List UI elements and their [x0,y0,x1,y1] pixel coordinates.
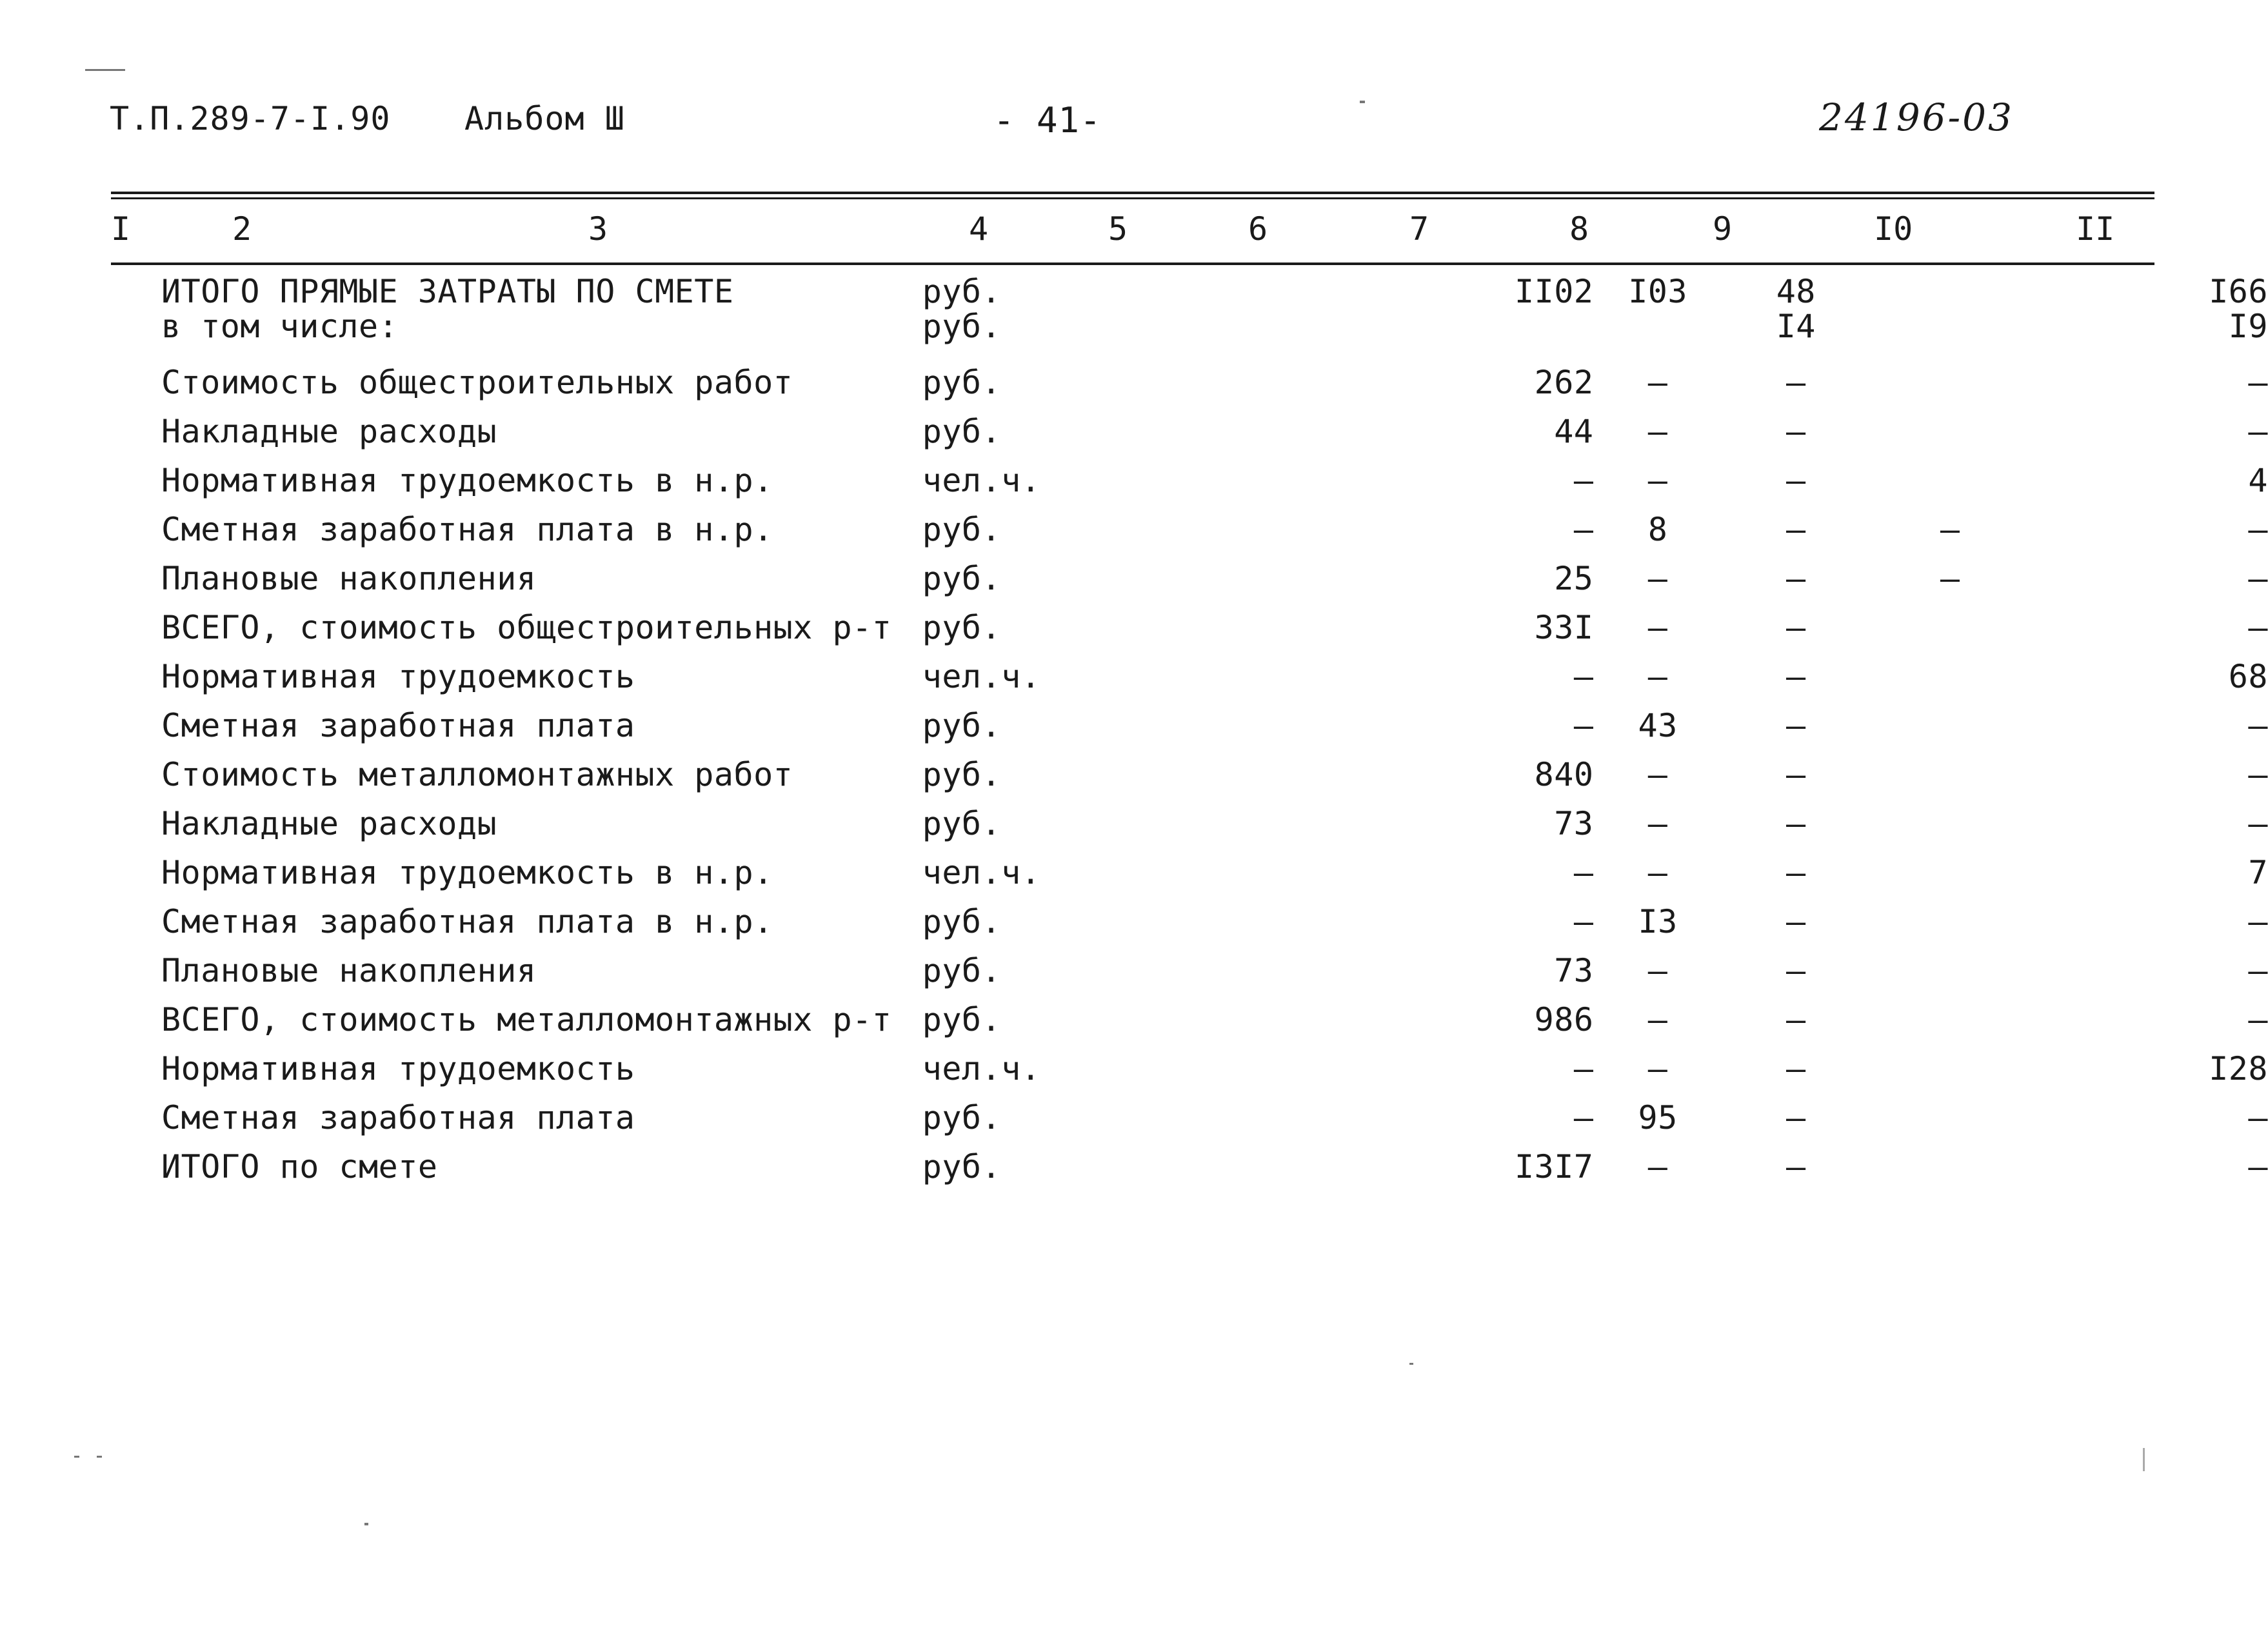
cell-c6 [1263,995,1401,1044]
cell-unit: руб. [922,413,1002,450]
table-row [161,799,2268,848]
cell-c10 [1870,1142,2031,1191]
cell-c10 [1870,1044,2031,1093]
total-direct-label: ИТОГО ПРЯМЫЕ ЗАТРАТЫ ПО СМЕТЕ [161,273,734,310]
cell-c11: – [2248,903,2268,940]
column-number: II [2076,210,2115,248]
cell-c6 [1263,603,1401,652]
cell-unit: руб. [922,1148,1002,1185]
cell-c6 [1263,1142,1401,1191]
column-number: 8 [1569,210,1589,248]
scan-mark [74,1456,79,1458]
cell-c7: 73 [1554,805,1594,842]
table-row [161,946,2268,995]
cell-name: Сметная заработная плата [161,1099,635,1136]
cell-name: Сметная заработная плата [161,707,635,744]
cell-unit: руб. [922,952,1002,989]
cell-unit: руб. [922,756,1002,793]
cell-c7: I3I7 [1515,1148,1594,1185]
cell-name [161,274,922,358]
cell-c5 [1125,897,1263,946]
cell-c7: 73 [1554,952,1594,989]
table-top-rule [111,192,2154,194]
cell-c5 [1125,701,1263,750]
cell-c9: – [1786,903,1806,940]
cell-c7: – [1573,511,1594,548]
cell-c7: – [1573,1099,1594,1136]
cell-c10 [1870,995,2031,1044]
cell-name: Стоимость металломонтажных работ [161,756,793,793]
cell-unit: руб. [922,805,1002,842]
cell-c10 [1870,897,2031,946]
cell-c9: – [1786,1148,1806,1185]
cell-c11: – [2248,413,2268,450]
cell-name: Нормативная трудоемкость в н.р. [161,854,773,891]
cell-c8: 95 [1638,1099,1678,1136]
cell-c7: – [1573,1050,1594,1087]
cell-c10 [1870,750,2031,799]
cell-c5 [1125,848,1263,897]
cell-c8: – [1647,854,1668,891]
cell-name: ВСЕГО, стоимость общестроительных р-т [161,609,892,646]
cell-c11: 68 [2228,658,2268,695]
cell-c6 [1263,358,1401,407]
cell-c8: – [1647,658,1668,695]
cell-c7: – [1573,707,1594,744]
cell-unit [922,274,1125,358]
cell-c5 [1125,1142,1263,1191]
scan-mark [85,69,125,71]
table-row [161,505,2268,554]
cell-c9: – [1786,413,1806,450]
cell-c11: – [2248,511,2268,548]
table-row [161,848,2268,897]
table-row [161,1142,2268,1191]
cell-c7: – [1573,658,1594,695]
cell-c9: – [1786,609,1806,646]
handwritten-code: 24196-03 [1819,95,2014,139]
estimate-table [161,274,2268,1191]
cell-c9: – [1786,756,1806,793]
cell-c6 [1263,1093,1401,1142]
table-row [161,456,2268,505]
table-row [161,1044,2268,1093]
table-row [161,897,2268,946]
cell-unit: руб. [922,609,1002,646]
cell-c8: – [1647,1001,1668,1038]
cell-c9: – [1786,707,1806,744]
cell-c11: – [2248,1001,2268,1038]
cell-c7: 44 [1554,413,1594,450]
unit-label: руб. [922,273,1002,310]
cell-c9: – [1786,805,1806,842]
cell-c5 [1125,554,1263,603]
cell-c9: – [1786,364,1806,401]
column-number: 5 [1108,210,1128,248]
cell-c6 [1263,799,1401,848]
scan-mark [364,1523,368,1525]
table-row [161,358,2268,407]
cell-c5 [1125,750,1263,799]
cell-c11: – [2248,805,2268,842]
cell-c11: – [2248,1148,2268,1185]
cell-c6 [1263,701,1401,750]
header-bottom-rule [111,263,2154,265]
cell-c9: – [1786,854,1806,891]
cell-c7: – [1573,854,1594,891]
including-label: в том числе: [161,308,399,345]
cell-c7: 25 [1554,560,1594,597]
scan-mark [1360,101,1365,103]
cell-c9: – [1786,560,1806,597]
cell-c5 [1125,505,1263,554]
cell-c11: – [2248,609,2268,646]
page-number: - 41- [993,100,1102,141]
table-row [161,995,2268,1044]
cell-c9: – [1786,462,1806,499]
table-row [161,652,2268,701]
cell-c6 [1263,456,1401,505]
value: 48 [1776,273,1816,310]
cell-name: Нормативная трудоемкость [161,1050,635,1087]
cell-c10 [1870,1093,2031,1142]
column-number-header [0,205,2268,257]
cell-unit: руб. [922,511,1002,548]
column-number: 7 [1409,210,1429,248]
cell-name: ВСЕГО, стоимость металломонтажных р-т [161,1001,892,1038]
value: II02 [1515,273,1594,310]
cell-c8: – [1647,1050,1668,1087]
cell-unit: руб. [922,1099,1002,1136]
cell-unit: чел.ч. [922,1050,1041,1087]
cell-name: Накладные расходы [161,413,497,450]
cell-c9: – [1786,952,1806,989]
column-number: 9 [1713,210,1733,248]
cell-c10 [1870,358,2031,407]
cell-c9: – [1786,511,1806,548]
cell-col6 [1263,274,1401,358]
cell-c5 [1125,603,1263,652]
cell-c8: – [1647,364,1668,401]
cell-unit: чел.ч. [922,854,1041,891]
cell-name: Плановые накопления [161,952,537,989]
document-reference: Т.П.289-7-I.90 [110,100,391,137]
cell-unit: руб. [922,707,1002,744]
column-number: 6 [1248,210,1268,248]
cell-unit: руб. [922,364,1002,401]
cell-c5 [1125,995,1263,1044]
cell-c6 [1263,554,1401,603]
cell-c10 [1870,946,2031,995]
cell-c10 [1870,456,2031,505]
column-number: 4 [969,210,989,248]
cell-c7: 840 [1534,756,1594,793]
cell-c5 [1125,1093,1263,1142]
cell-c9: – [1786,1001,1806,1038]
unit-label: руб. [922,308,1002,345]
column-number: I [111,210,131,248]
cell-c7: 986 [1534,1001,1594,1038]
cell-name: Нормативная трудоемкость в н.р. [161,462,773,499]
cell-c6 [1263,897,1401,946]
table-row [161,407,2268,456]
cell-unit: руб. [922,903,1002,940]
scan-mark [97,1456,102,1458]
table-row [161,554,2268,603]
cell-c7: – [1573,462,1594,499]
cell-c10 [1870,603,2031,652]
cell-c11: – [2248,707,2268,744]
table-top-rule-second [111,197,2154,199]
cell-c9: – [1786,1050,1806,1087]
cell-c6 [1263,505,1401,554]
cell-c9: – [1786,1099,1806,1136]
cell-name: Плановые накопления [161,560,537,597]
column-number: I0 [1874,210,1913,248]
cell-name: Накладные расходы [161,805,497,842]
cell-c11: 4 [2248,462,2268,499]
cell-c10: – [1940,511,1960,548]
cell-c6 [1263,407,1401,456]
cell-unit: руб. [922,1001,1002,1038]
cell-c8: – [1647,952,1668,989]
cell-c5 [1125,1044,1263,1093]
cell-col7 [1400,274,1593,358]
cell-c10 [1870,701,2031,750]
cell-unit: руб. [922,560,1002,597]
cell-c11: I28 [2209,1050,2268,1087]
cell-c5 [1125,407,1263,456]
cell-c10 [1870,652,2031,701]
table-row [161,1093,2268,1142]
cell-c5 [1125,799,1263,848]
cell-c8: 8 [1647,511,1668,548]
cell-c10: – [1940,560,1960,597]
cell-c6 [1263,946,1401,995]
cell-c9: – [1786,658,1806,695]
cell-c5 [1125,456,1263,505]
column-number: 2 [232,210,252,248]
table-row [161,701,2268,750]
value: I66 [2209,273,2268,310]
cell-c11: 7 [2248,854,2268,891]
cell-c8: – [1647,756,1668,793]
cell-c8: – [1647,413,1668,450]
cell-c5 [1125,358,1263,407]
cell-c8: 43 [1638,707,1678,744]
cell-c6 [1263,848,1401,897]
scan-mark [1409,1363,1413,1365]
table-row [161,603,2268,652]
cell-c5 [1125,652,1263,701]
table-row-total-direct [161,274,2268,358]
cell-c8: I3 [1638,903,1678,940]
cell-c8: – [1647,560,1668,597]
cell-c5 [1125,946,1263,995]
cell-c7: – [1573,903,1594,940]
cell-name: Нормативная трудоемкость [161,658,635,695]
table-row [161,750,2268,799]
cell-c7: 262 [1534,364,1594,401]
cell-c10 [1870,407,2031,456]
cell-c6 [1263,750,1401,799]
cell-name: Сметная заработная плата в н.р. [161,511,773,548]
cell-col11 [2031,274,2268,358]
cell-unit: чел.ч. [922,462,1041,499]
cell-name: Сметная заработная плата в н.р. [161,903,773,940]
cell-c10 [1870,848,2031,897]
value: I9 [2228,308,2268,345]
scan-mark [2143,1448,2145,1471]
value: I03 [1628,273,1688,310]
column-number: 3 [588,210,608,248]
cell-c10 [1870,799,2031,848]
value: I4 [1776,308,1816,345]
album-label: Альбом Ш [464,100,625,137]
cell-unit: чел.ч. [922,658,1041,695]
cell-c11: – [2248,560,2268,597]
cell-col10 [1870,274,2031,358]
cell-c6 [1263,652,1401,701]
cell-c8: – [1647,462,1668,499]
cell-name: Стоимость общестроительных работ [161,364,793,401]
cell-c6 [1263,1044,1401,1093]
cell-col9 [1722,274,1870,358]
cell-col5 [1125,274,1263,358]
cell-c11: – [2248,1099,2268,1136]
cell-c11: – [2248,952,2268,989]
cell-c11: – [2248,756,2268,793]
cell-c11: – [2248,364,2268,401]
cell-c7: 33I [1534,609,1594,646]
cell-name: ИТОГО по смете [161,1148,438,1185]
cell-c8: – [1647,1148,1668,1185]
cell-col8 [1593,274,1722,358]
cell-c8: – [1647,609,1668,646]
cell-c8: – [1647,805,1668,842]
